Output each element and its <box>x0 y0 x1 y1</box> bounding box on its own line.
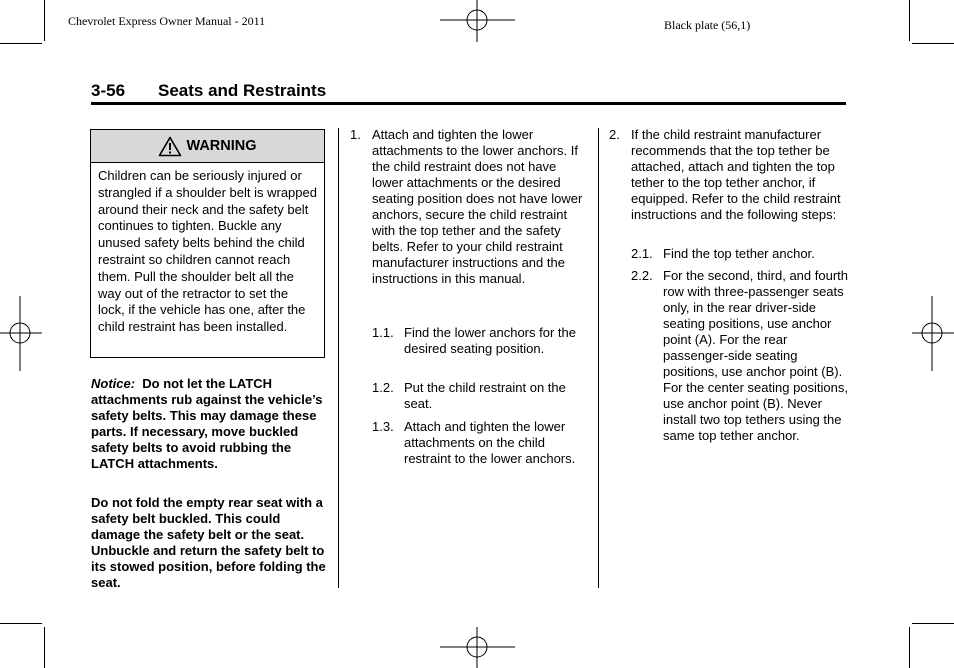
section-heading <box>91 81 326 101</box>
column-divider <box>338 128 339 588</box>
step-2-number: 2. <box>609 127 620 142</box>
substep-number: 1.1. <box>372 325 394 340</box>
substep-text: Attach and tighten the lower attachments on the child restraint to the lower anchors. <box>404 419 576 466</box>
registration-mark-bottom <box>440 627 515 668</box>
step-2-text: If the child restraint manufacturer recommends that the top tether be attached, attach and tighten the top tether to the top tether anchor, if equipped. Refer to the child restraint instructions and the following steps: <box>631 127 841 222</box>
fold-note: Do not fold the empty rear seat with a safety belt buckled. This could damage the safety belt or the seat. Unbuckle and return the safety belt to its stowed position, before folding the seat. <box>91 495 326 590</box>
warning-icon <box>158 136 182 157</box>
substep-text: Put the child restraint on the seat. <box>404 380 566 411</box>
substep-number: 1.3. <box>372 419 394 434</box>
step-1-number: 1. <box>350 127 361 142</box>
plate-label: Black plate (56,1) <box>664 18 751 32</box>
substep-text: For the second, third, and fourth row with three-passenger seats only, in the rear driver-side seating positions, use anchor point (A). For the rear passenger-side seating positions, use anchor point (B). For the center seating positions, use anchor point (B). Never install two top tethers using the same top tether anchor. <box>663 268 848 443</box>
warning-header <box>91 130 324 163</box>
column-divider <box>598 128 599 588</box>
notice-label: Notice: <box>91 376 136 391</box>
registration-mark-left <box>0 296 42 371</box>
warning-text: Children can be seriously injured or strangled if a shoulder belt is wrapped around their neck and the safety belt continues to tighten. Buckle any unused safety belts behind the child restraint so children cannot reach them. Pull the shoulder belt all the way out of the retractor to set the lock, if the vehicle has one, after the child restraint has been installed. <box>98 168 317 335</box>
heading-rule <box>91 102 846 105</box>
substep-text: Find the lower anchors for the desired seating position. <box>404 325 576 356</box>
notice-text: Do not let the LATCH attachments rub against the vehicle’s safety belts. This may damage these parts. If necessary, move buckled safety belts to avoid rubbing the LATCH attachments. <box>91 376 323 471</box>
page-number: 3-56 <box>91 81 126 100</box>
step-1-text: Attach and tighten the lower attachments to the lower anchors. If the child restraint does not have lower attachments or the desired seating position does not have lower anchors, secure the child restraint with the top tether and the safety belts. Refer to your child restraint manufacturer instructions and the instructions in this manual. <box>372 127 583 286</box>
warning-box <box>90 129 325 358</box>
section-title: Seats and Restraints <box>158 81 327 100</box>
substep-number: 2.2. <box>631 268 653 283</box>
substep-text: Find the top tether anchor. <box>663 246 815 261</box>
registration-mark-top <box>440 0 515 42</box>
manual-title: Chevrolet Express Owner Manual - 2011 <box>68 14 266 28</box>
notice-paragraph <box>91 376 327 472</box>
registration-mark-right <box>912 296 954 371</box>
substep-number: 2.1. <box>631 246 653 261</box>
substep-number: 1.2. <box>372 380 394 395</box>
warning-label: WARNING <box>186 138 257 154</box>
